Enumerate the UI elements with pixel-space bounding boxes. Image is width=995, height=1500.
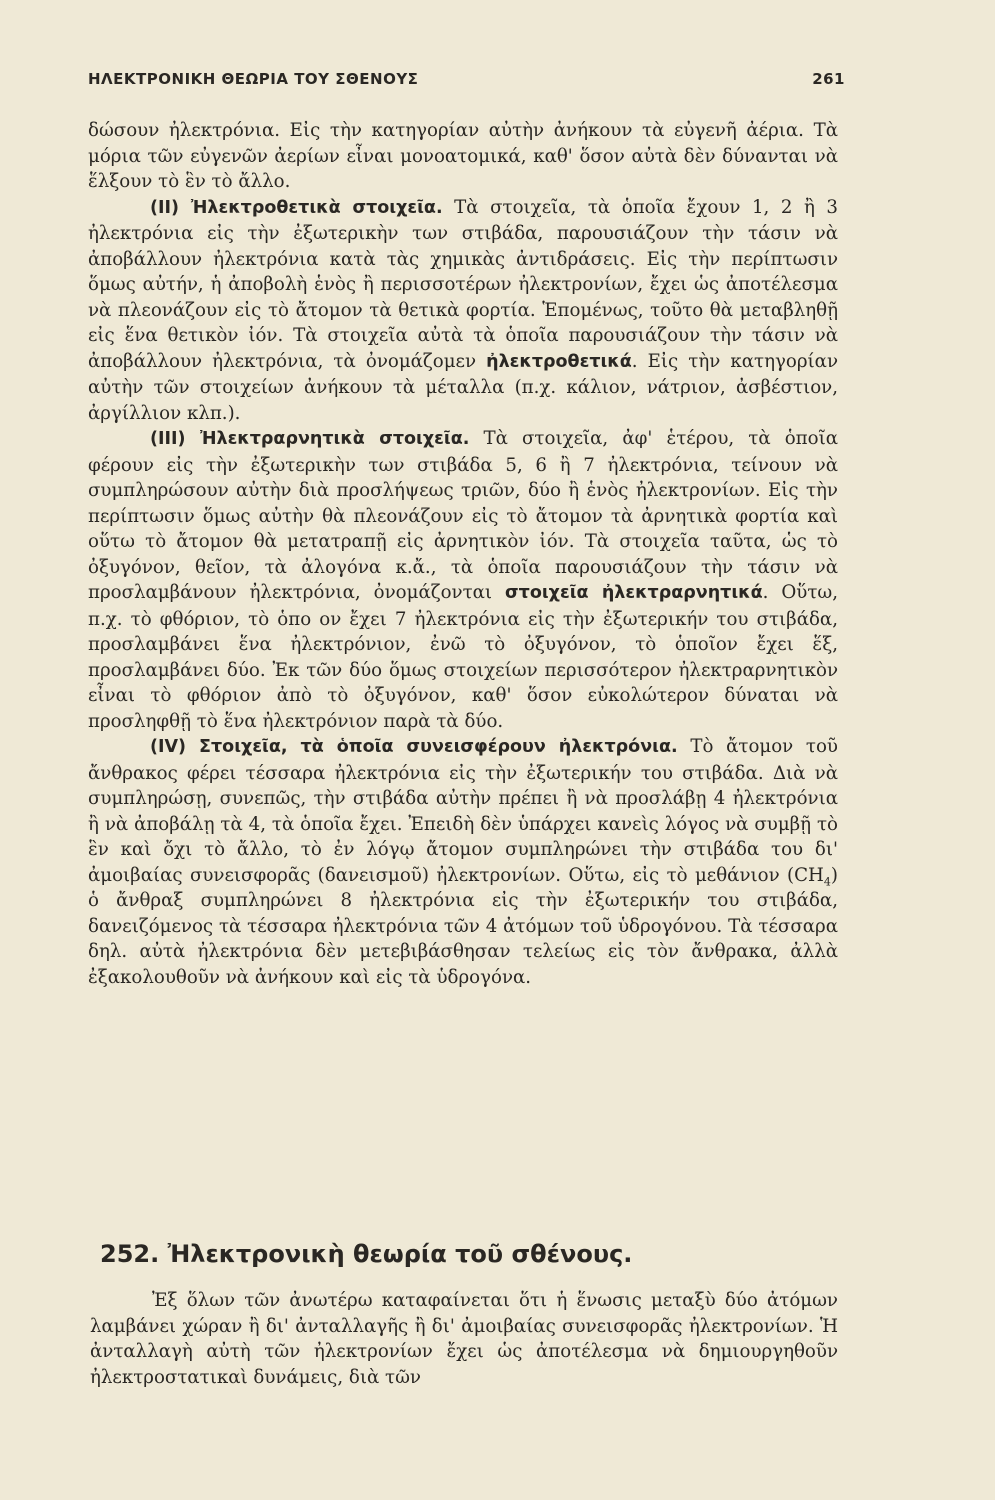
section-text bbox=[90, 1288, 838, 1390]
heading-electronegative: (III) Ἠλεκτραρνητικὰ στοιχεῖα. bbox=[150, 429, 470, 449]
bold-term: ἠλεκτροθετικά bbox=[486, 351, 632, 372]
paragraph-text: . Οὕτω, π.χ. τὸ φθόριον, τὸ ὁπο ον ἔχει 7 ἠλεκτρόνια εἰς τὴν ἐξωτερικήν του στιβάδα, προσλαμβάνει ἕνα ἠλεκτρόνιον, ἐνῶ τὸ ὀξυγόνον, τὸ ὁποῖον ἔχει ἕξ, προσλαμβάνει δύο. Ἐκ τῶν δύο ὅμως στοιχείων περισσότερον ἠλεκτραρνητικὸν εἶναι τὸ φθόριον ἀπὸ τὸ ὀξυγόνον, καθ' ὅσον εὐκολώτερον δύναται νὰ προσληφθῇ τὸ ἕνα ἠλεκτρόνιον παρὰ τὰ δύο. bbox=[88, 582, 839, 732]
section-heading: 252. Ἠλεκτρονικὴ θεωρία τοῦ σθένους. bbox=[100, 1240, 633, 1268]
paragraph-text: Τὰ στοιχεῖα, ἀφ' ἑτέρου, τὰ ὁποῖα φέρουν εἰς τὴν ἐξωτερικὴν των στιβάδα 5, 6 ἢ 7 ἠλεκτρόνια, τείνουν νὰ συμπληρώσουν αὐτὴν διὰ προσλήψεως τριῶν, δύο ἢ ἑνὸς ἠλεκτρονίων. Εἰς τὴν περίπτωσιν ὅμως αὐτὴν θὰ πλεονάζουν εἰς τὸ ἄτομον τὰ ἀρνητικὰ φορτία καὶ οὕτω τὸ ἄτομον θὰ μετατραπῇ εἰς ἀρνητικὸν ἰόν. Τὰ στοιχεῖα ταῦτα, ὡς τὸ ὀξυγόνον, θεῖον, τὰ ἀλογόνα κ.ἄ., τὰ ὁποῖα παρουσιάζουν τὴν τάσιν νὰ προσλαμβάνουν ἠλεκτρόνια, ὀνομάζονται bbox=[88, 428, 838, 603]
main-text bbox=[88, 118, 838, 990]
running-title: ΗΛΕΚΤΡΟΝΙΚΗ ΘΕΩΡΙΑ ΤΟΥ ΣΘΕΝΟΥΣ bbox=[88, 70, 419, 88]
page-number: 261 bbox=[812, 70, 845, 88]
paragraph-text: ) ὁ ἄνθραξ συμπληρώνει 8 ἠλεκτρόνια εἰς τὴν ἐξωτερικήν του στιβάδα, δανειζόμενος τὰ τέσσαρα ἠλεκτρόνια τῶν 4 ἀτόμων τοῦ ὑδρογόνου. Τὰ τέσσαρα δηλ. αὐτὰ ἠλεκτρόνια δὲν μετεβιβάσθησαν τελείως εἰς τὸν ἄνθρακα, ἀλλὰ ἐξακολουθοῦν νὰ ἀνήκουν καὶ εἰς τὰ ὑδρογόνα. bbox=[88, 864, 838, 988]
paragraph-electronegative bbox=[88, 426, 838, 734]
paragraph-sharing bbox=[88, 734, 838, 990]
paragraph-intro: δώσουν ἠλεκτρόνια. Εἰς τὴν κατηγορίαν αὐτὴν ἀνήκουν τὰ εὐγενῆ ἀέρια. Τὰ μόρια τῶν εὐγενῶν ἀερίων εἶναι μονοατομικά, καθ' ὅσον αὐτὰ δὲν δύνανται νὰ ἕλξουν τὸ ἓν τὸ ἄλλο. bbox=[88, 120, 838, 192]
paragraph-text: . Εἰς τὴν κατηγορίαν αὐτὴν τῶν στοιχείων ἀνήκουν τὰ μέταλλα (π.χ. κάλιον, νάτριον, ἀσβέστιον, ἀργίλλιον κλπ.). bbox=[88, 350, 838, 424]
heading-electropositive: (II) Ἠλεκτροθετικὰ στοιχεῖα. bbox=[150, 197, 443, 218]
bold-term: στοιχεῖα ἠλεκτραρνητικά bbox=[505, 583, 763, 603]
paragraph-section: Ἐξ ὅλων τῶν ἀνωτέρω καταφαίνεται ὅτι ἡ ἕνωσις μεταξὺ δύο ἀτόμων λαμβάνει χώραν ἢ δι' ἀνταλλαγῆς ἢ δι' ἀμοιβαίας συνεισφορᾶς ἠλεκτρονίων. Ἡ ἀνταλλαγὴ αὐτὴ τῶν ἠλεκτρονίων ἔχει ὡς ἀποτέλεσμα νὰ δημιουργηθοῦν ἠλεκτροστατικαὶ δυνάμεις, διὰ τῶν bbox=[90, 1290, 838, 1388]
running-header bbox=[88, 70, 845, 88]
subscript: 4 bbox=[823, 875, 831, 889]
paragraph-text: Τὸ ἄτομον τοῦ ἄνθρακος φέρει τέσσαρα ἠλεκτρόνια εἰς τὴν ἐξωτερικήν του στιβάδα. Διὰ νὰ συμπληρώσῃ, συνεπῶς, τὴν στιβάδα αὐτὴν πρέπει ἢ νὰ προσλάβῃ 4 ἠλεκτρόνια ἢ νὰ ἀποβάλῃ τὰ 4, τὰ ὁποῖα ἔχει. Ἐπειδὴ δὲν ὑπάρχει κανεὶς λόγος νὰ συμβῇ τὸ ἓν καὶ ὄχι τὸ ἄλλο, τὸ ἐν λόγῳ ἄτομον συμπληρώνει τὴν στιβάδα του δι' ἀμοιβαίας συνεισφορᾶς (δανεισμοῦ) ἠλεκτρονίων. Οὕτω, εἰς τὸ μεθάνιον (CH bbox=[88, 736, 838, 886]
paragraph-electropositive bbox=[88, 195, 838, 427]
paragraph-text: Τὰ στοιχεῖα, τὰ ὁποῖα ἔχουν 1, 2 ἢ 3 ἠλεκτρόνια εἰς τὴν ἐξωτερικὴν των στιβάδα, παρουσιάζουν τὴν τάσιν νὰ ἀποβάλλουν ἠλεκτρόνια κατὰ τὰς χημικὰς ἀντιδράσεις. Εἰς τὴν περίπτωσιν ὅμως αὐτήν, ἡ ἀποβολὴ ἑνὸς ἢ περισσοτέρων ἠλεκτρονίων, ἔχει ὡς ἀποτέλεσμα νὰ πλεονάζουν εἰς τὸ ἄτομον τὰ θετικὰ φορτία. Ἑπομένως, τοῦτο θὰ μεταβληθῇ εἰς ἕνα θετικὸν ἰόν. Τὰ στοιχεῖα αὐτὰ τὰ ὁποῖα παρουσιάζουν τὴν τάσιν νὰ ἀποβάλλουν ἠλεκτρόνια, τὰ ὀνομάζομεν bbox=[88, 196, 838, 372]
heading-sharing: (IV) Στοιχεῖα, τὰ ὁποῖα συνεισφέρουν ἠλεκτρόνια. bbox=[150, 737, 678, 757]
